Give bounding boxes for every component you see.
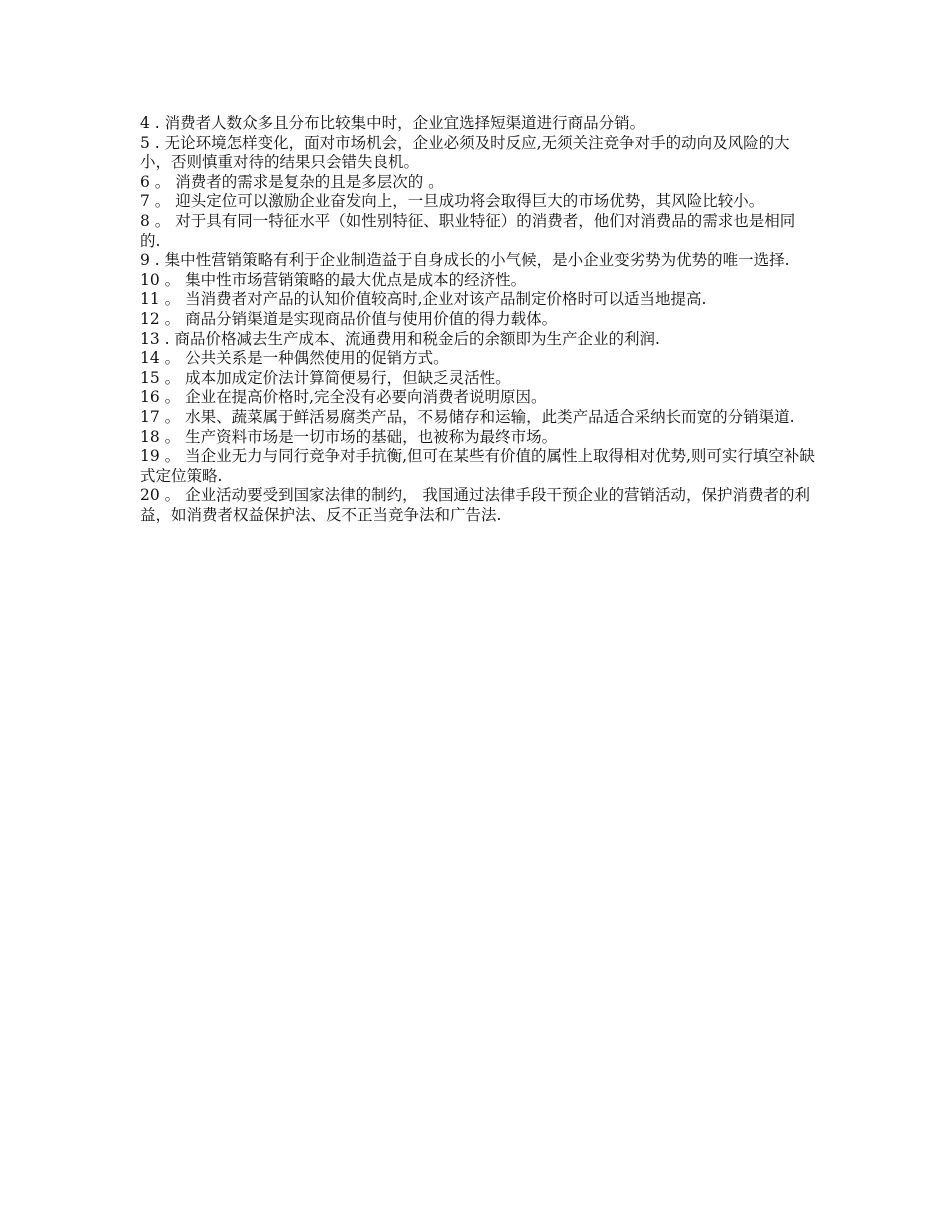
statement-list — [140, 114, 815, 525]
statement-5: 5 . 无论环境怎样变化，面对市场机会，企业必须及时反应,无须关注竞争对手的动向及风险的大小，否则慎重对待的结果只会错失良机。 — [140, 133, 790, 172]
statement-8: 8 。 对于具有同一特征水平（如性别特征、职业特征）的消费者，他们对消费品的需求也是相同的. — [140, 211, 796, 250]
statement-9: 9 . 集中性营销策略有利于企业制造益于自身成长的小气候，是小企业变劣势为优势的唯一选择. — [140, 251, 790, 270]
statement-15: 15 。 成本加成定价法计算简便易行，但缺乏灵活性。 — [140, 368, 511, 387]
statement-13: 13 . 商品价格减去生产成本、流通费用和税金后的余额即为生产企业的利润. — [140, 329, 660, 348]
statement-14: 14 。 公共关系是一种偶然使用的促销方式。 — [140, 349, 449, 368]
statement-20: 20 。 企业活动要受到国家法律的制约， 我国通过法律手段干预企业的营销活动，保护消费者的利益，如消费者权益保护法、反不正当竞争法和广告法. — [140, 486, 811, 524]
statement-16: 16 。 企业在提高价格时,完全没有必要向消费者说明原因。 — [140, 388, 547, 407]
statement-7: 7 。 迎头定位可以激励企业奋发向上，一旦成功将会取得巨大的市场优势，其风险比较小。 — [140, 192, 765, 211]
statement-10: 10 。 集中性市场营销策略的最大优点是成本的经济性。 — [140, 270, 527, 289]
statement-4: 4 . 消费者人数众多且分布比较集中时，企业宜选择短渠道进行商品分销。 — [140, 114, 646, 132]
statement-6: 6 。 消费者的需求是复杂的且是多层次的 。 — [140, 172, 444, 191]
statement-12: 12 。 商品分销渠道是实现商品价值与使用价值的得力载体。 — [140, 309, 558, 328]
statement-17: 17 。 水果、蔬菜属于鲜活易腐类产品，不易储存和运输，此类产品适合采纳长而宽的分销渠道. — [140, 407, 795, 426]
statement-11: 11 。 当消费者对产品的认知价值较高时,企业对该产品制定价格时可以适当地提高. — [140, 290, 707, 309]
statement-19: 19 。 当企业无力与同行竞争对手抗衡,但可在某些有价值的属性上取得相对优势,则可实行填空补缺式定位策略. — [140, 447, 815, 485]
statement-18: 18 。 生产资料市场是一切市场的基础，也被称为最终市场。 — [140, 427, 558, 446]
